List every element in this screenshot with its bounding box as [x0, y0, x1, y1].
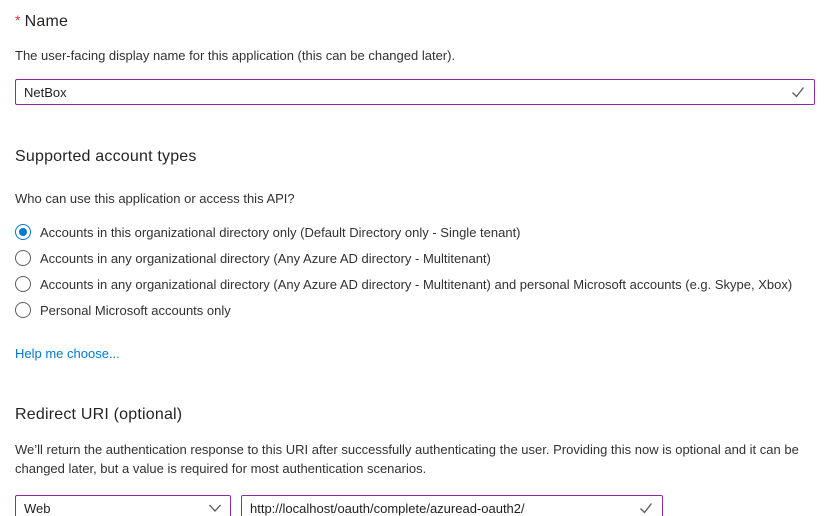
- account-types-radio-group: [15, 219, 815, 323]
- required-asterisk: *: [15, 12, 21, 28]
- name-section: [15, 12, 815, 105]
- radio-option-1[interactable]: [15, 245, 815, 271]
- radio-option-3[interactable]: [15, 297, 815, 323]
- account-types-title: Supported account types: [15, 148, 197, 165]
- platform-select[interactable]: [15, 495, 231, 516]
- name-title-text: Name: [24, 13, 69, 30]
- name-input[interactable]: [15, 79, 815, 105]
- name-description: The user-facing display name for this application (this can be changed later).: [15, 48, 456, 63]
- name-section-title: [15, 12, 815, 31]
- uri-input-wrap: [241, 495, 663, 516]
- radio-option-label: Personal Microsoft accounts only: [40, 302, 231, 318]
- radio-option-label: Accounts in this organizational directory only (Default Directory only - Single tenant): [40, 224, 521, 240]
- radio-icon: [15, 250, 31, 266]
- redirect-uri-input[interactable]: [241, 495, 663, 516]
- radio-option-label: Accounts in any organizational directory (Any Azure AD directory - Multitenant): [40, 250, 491, 266]
- help-me-choose-link[interactable]: Help me choose...: [15, 346, 120, 361]
- radio-option-2[interactable]: [15, 271, 815, 297]
- radio-option-0[interactable]: [15, 219, 815, 245]
- radio-icon: [15, 302, 31, 318]
- platform-select-wrap: [15, 495, 231, 516]
- platform-select-value: Web: [24, 500, 51, 516]
- redirect-uri-description: We’ll return the authentication response to this URI after successfully authenticating the user. Providing this now is optional and it can be changed later, but a value is required for most authentication scenarios.: [15, 442, 799, 476]
- redirect-uri-row: [15, 495, 815, 516]
- account-types-section: [15, 148, 815, 363]
- radio-icon: [15, 276, 31, 292]
- radio-icon: [15, 224, 31, 240]
- account-types-question: Who can use this application or access this API?: [15, 191, 295, 206]
- redirect-uri-title: Redirect URI (optional): [15, 406, 183, 423]
- name-input-wrap: [15, 79, 815, 105]
- redirect-uri-section: [15, 406, 815, 516]
- radio-option-label: Accounts in any organizational directory (Any Azure AD directory - Multitenant) and personal Microsoft accounts (e.g. Skype, Xbox): [40, 276, 793, 292]
